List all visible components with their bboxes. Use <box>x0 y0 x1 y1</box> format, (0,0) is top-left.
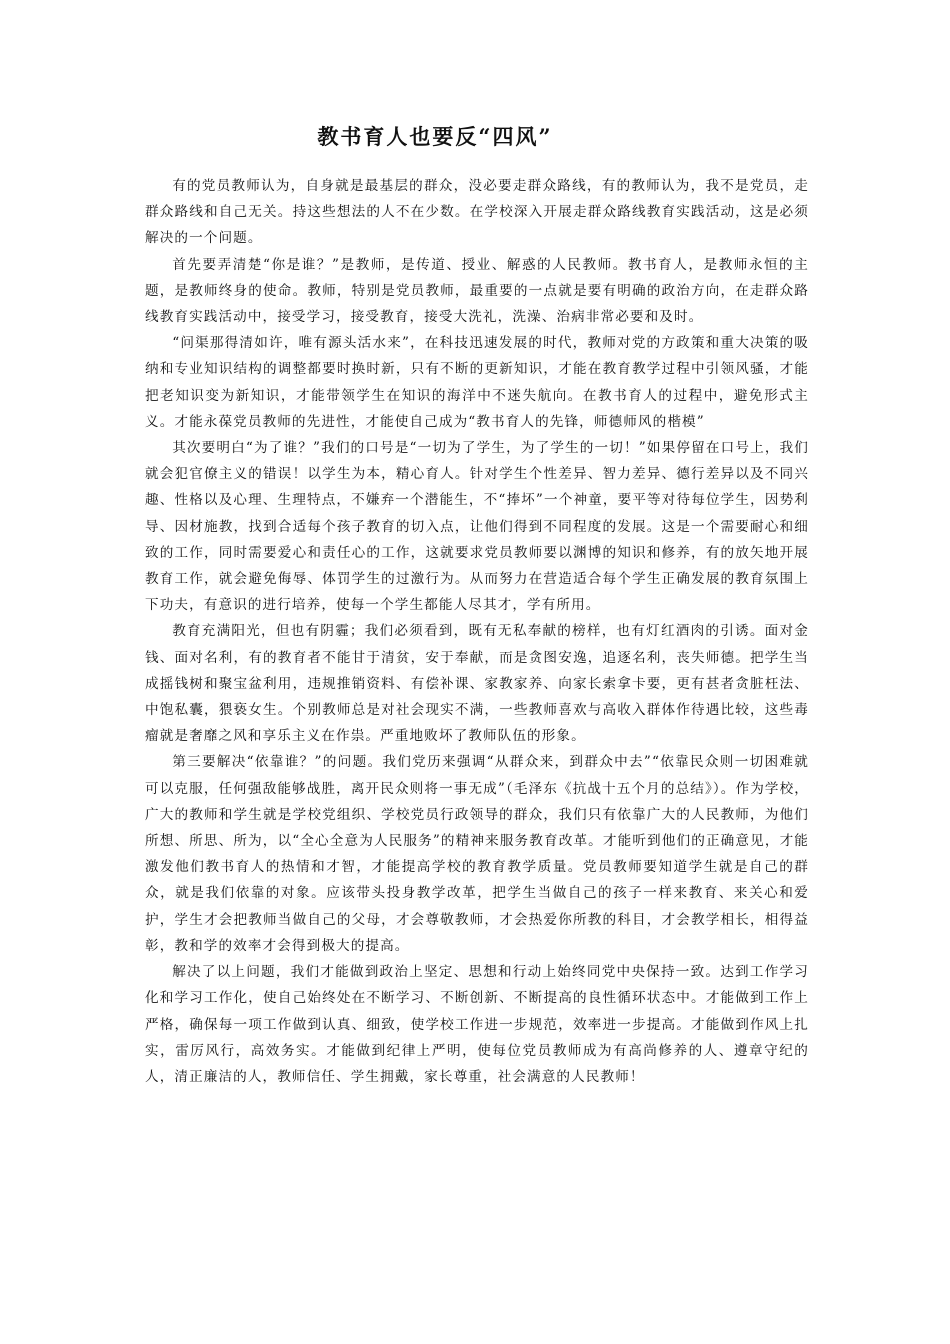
paragraph-6: 第三要解决“依靠谁？”的问题。我们党历来强调“从群众来，到群众中去”“依靠民众则一切困难就可以克服，任何强敌能够战胜，离开民众则将一事无成”（毛泽东《抗战十五个月的总结》）。作为学校，广大的教师和学生就是学校党组织、学校党员行政领导的群众，我们只有依靠广大的人民教师，为他们所想、所思、所为，以“全心全意为人民服务”的精神来服务教育改革。才能听到他们的正确意见，才能激发他们教书育人的热情和才智，才能提高学校的教育教学质量。党员教师要知道学生就是自己的群众，就是我们依靠的对象。应该带头投身教学改革，把学生当做自己的孩子一样来教育、来关心和爱护，学生才会把教师当做自己的父母，才会尊敬教师，才会热爱你所教的科目，才会教学相长，相得益彰，教和学的效率才会得到极大的提高。 <box>145 754 809 954</box>
paragraph-4: 其次要明白“为了谁？”我们的口号是“一切为了学生，为了学生的一切！”如果停留在口号上，我们就会犯官僚主义的错误！以学生为本，精心育人。针对学生个性差异、智力差异、德行差异以及不同兴趣、性格以及心理、生理特点，不嫌弃一个潜能生，不“捧坏”一个神童，要平等对待每位学生，因势利导、因材施教，找到合适每个孩子教育的切入点，让他们得到不同程度的发展。这是一个需要耐心和细致的工作，同时需要爱心和责任心的工作，这就要求党员教师要以渊博的知识和修养，有的放矢地开展教育工作，就会避免侮辱、体罚学生的过激行为。从而努力在营造适合每个学生正确发展的教育氛围上下功夫，有意识的进行培养，使每一个学生都能人尽其才，学有所用。 <box>145 440 809 614</box>
document-title: 教书育人也要反“四风” <box>317 124 553 149</box>
paragraph-1: 有的党员教师认为，自身就是最基层的群众，没必要走群众路线，有的教师认为，我不是党员，走群众路线和自己无关。持这些想法的人不在少数。在学校深入开展走群众路线教育实践活动，这是必须解决的一个问题。 <box>145 178 809 247</box>
document-body <box>145 173 809 1090</box>
paragraph-2: 首先要弄清楚“你是谁？”是教师，是传道、授业、解惑的人民教师。教书育人，是教师永恒的主题，是教师终身的使命。教师，特别是党员教师，最重要的一点就是要有明确的政治方向，在走群众路线教育实践活动中，接受学习，接受教育，接受大洗礼，洗澡、治病非常必要和及时。 <box>145 256 809 326</box>
paragraph-5: 教育充满阳光，但也有阴霾；我们必须看到，既有无私奉献的榜样，也有灯红酒肉的引诱。面对金钱、面对名利，有的教育者不能甘于清贫，安于奉献，而是贪图安逸，追逐名利，丧失师德。把学生当成摇钱树和聚宝盆利用，违规推销资料、有偿补课、家教家养、向家长索拿卡要，更有甚者贪脏枉法、中饱私囊，猥亵女生。个别教师总是对社会现实不满，一些教师喜欢与高收入群体作待遇比较，这些毒瘤就是奢靡之风和享乐主义在作祟。严重地败坏了教师队伍的形象。 <box>145 623 809 745</box>
paragraph-7: 解决了以上问题，我们才能做到政治上坚定、思想和行动上始终同党中央保持一致。达到工作学习化和学习工作化，使自己始终处在不断学习、不断创新、不断提高的良性循环状态中。才能做到工作上严格，确保每一项工作做到认真、细致，使学校工作进一步规范，效率进一步提高。才能做到作风上扎实，雷厉风行，高效务实。才能做到纪律上严明，使每位党员教师成为有高尚修养的人、遵章守纪的人，清正廉洁的人，教师信任、学生拥戴，家长尊重，社会满意的人民教师！ <box>145 964 809 1085</box>
paragraph-3: “问渠那得清如许，唯有源头活水来”，在科技迅速发展的时代，教师对党的方政策和重大决策的吸纳和专业知识结构的调整都要时换时新，只有不断的更新知识，才能在教育教学过程中引领风骚，才能把老知识变为新知识，才能带领学生在知识的海洋中不迷失航向。在教书育人的过程中，避免形式主义。才能永葆党员教师的先进性，才能使自己成为“教书育人的先锋，师德师风的楷模” <box>145 335 809 430</box>
